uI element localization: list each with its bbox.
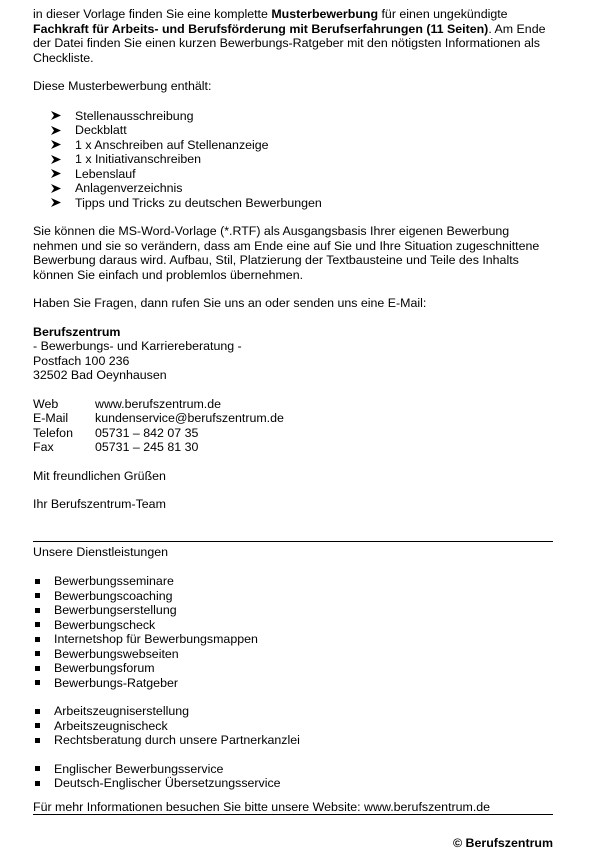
list-item: [33, 618, 553, 633]
list-item-label: Arbeitszeugniserstellung: [54, 704, 189, 718]
list-item: [51, 196, 553, 211]
template-note: Sie können die MS-Word-Vorlage (*.RTF) als Ausgangsbasis Ihrer eigenen Bewerbung nehmen und sie so verändern, dass am Ende eine auf Sie und Ihre Situation zugeschnittene Bewerbung daraus wird. Aufbau, Stil, Platzierung der Textbausteine und Teile des Inhalts können Sie einfach und problemlos übernehmen.: [33, 224, 540, 282]
website-link[interactable]: www.berufszentrum.de: [95, 396, 222, 411]
list-item-label: Deutsch-Englischer Übersetzungsservice: [54, 776, 281, 790]
list-item: [33, 589, 553, 604]
square-bullet-icon: [33, 709, 54, 714]
table-row: [33, 426, 284, 441]
intro-text-2: für einen ungekündigte: [378, 7, 508, 21]
address-block: [33, 325, 553, 383]
arrow-bullet-icon: [51, 111, 75, 120]
copyright-notice: © Berufszentrum: [452, 836, 553, 850]
address-line: Postfach 100 236: [33, 353, 130, 368]
arrow-bullet-icon: [51, 155, 75, 164]
divider: [33, 541, 553, 542]
square-bullet-icon: [33, 608, 54, 613]
intro-bold-1: Musterbewerbung: [271, 7, 379, 21]
list-item-label: Bewerbungsforum: [54, 661, 155, 675]
list-item: [33, 676, 553, 691]
list-item: [51, 152, 553, 167]
intro-text-1: in dieser Vorlage finden Sie eine komplette: [33, 7, 272, 21]
services-list: [33, 704, 553, 748]
services-list: [33, 762, 553, 791]
intro-paragraph: [33, 7, 553, 65]
square-bullet-icon: [33, 593, 54, 598]
table-row: [33, 440, 284, 455]
list-item-label: Deckblatt: [75, 123, 127, 137]
arrow-bullet-icon: [51, 140, 75, 149]
square-bullet-icon: [33, 666, 54, 671]
table-row: [33, 411, 284, 426]
signature-team: Ihr Berufszentrum-Team: [33, 497, 166, 511]
greeting: Mit freundlichen Grüßen: [33, 468, 166, 483]
list-item: [33, 704, 553, 719]
list-item-label: Tipps und Tricks zu deutschen Bewerbungen: [75, 195, 322, 210]
intro-bold-2: Fachkraft für Arbeits- und Berufsförderung mit Berufserfahrungen (11 Seiten): [33, 21, 489, 36]
square-bullet-icon: [33, 723, 54, 728]
list-item-label: 1 x Anschreiben auf Stellenanzeige: [75, 137, 269, 152]
arrow-bullet-icon: [51, 198, 75, 207]
list-item: [33, 603, 553, 618]
phone-value: 05731 – 842 07 35: [95, 425, 199, 440]
list-item: [51, 181, 553, 196]
list-item-label: Arbeitszeugnischeck: [54, 718, 168, 733]
contact-label: Web: [33, 396, 59, 411]
list-item-label: 1 x Initiativanschreiben: [75, 152, 202, 166]
list-item: [33, 647, 553, 662]
list-item: [33, 661, 553, 676]
list-item: [33, 632, 553, 647]
list-item-label: Bewerbungscoaching: [54, 588, 173, 603]
arrow-bullet-icon: [51, 169, 75, 178]
list-item: [33, 719, 553, 734]
list-item-label: Internetshop für Bewerbungsmappen: [54, 632, 258, 646]
fax-value: 05731 – 245 81 30: [95, 440, 199, 454]
list-item-label: Rechtsberatung durch unsere Partnerkanzlei: [54, 733, 300, 747]
square-bullet-icon: [33, 637, 54, 642]
table-row: [33, 397, 284, 412]
questions-line: Haben Sie Fragen, dann rufen Sie uns an oder senden uns eine E-Mail:: [33, 296, 427, 310]
contact-label: E-Mail: [33, 411, 69, 425]
contact-label: Fax: [33, 440, 54, 454]
list-item-label: Lebenslauf: [75, 166, 136, 181]
list-item: [51, 138, 553, 153]
email-link[interactable]: kundenservice@berufszentrum.de: [95, 411, 284, 425]
list-item-label: Bewerbungserstellung: [54, 603, 177, 617]
divider: [33, 814, 553, 815]
list-item: [33, 776, 553, 791]
intro-text-3: . Am Ende der Datei finden Sie einen kurzen Bewerbungs-Ratgeber mit den nötigsten Informationen als Checkliste.: [33, 21, 546, 65]
list-item-label: Bewerbungscheck: [54, 617, 156, 632]
document-page: [33, 7, 553, 815]
list-item: [33, 733, 553, 748]
square-bullet-icon: [33, 738, 54, 743]
address-line: - Bewerbungs- und Karriereberatung -: [33, 339, 242, 353]
list-item-label: Anlagenverzeichnis: [75, 181, 183, 195]
list-item-label: Bewerbungs-Ratgeber: [54, 675, 178, 690]
services-list: [33, 574, 553, 690]
contact-label: Telefon: [33, 425, 73, 440]
square-bullet-icon: [33, 622, 54, 627]
contents-title: Diese Musterbewerbung enthält:: [33, 79, 212, 93]
square-bullet-icon: [33, 579, 54, 584]
website-info-line: Für mehr Informationen besuchen Sie bitte unsere Website: www.berufszentrum.de: [33, 799, 491, 814]
list-item: [33, 574, 553, 589]
services-title: Unsere Dienstleistungen: [33, 544, 168, 559]
list-item: [51, 123, 553, 138]
square-bullet-icon: [33, 651, 54, 656]
list-item-label: Bewerbungsseminare: [54, 574, 174, 588]
list-item-label: Stellenausschreibung: [75, 108, 194, 123]
list-item: [51, 109, 553, 124]
square-bullet-icon: [33, 680, 54, 685]
list-item-label: Bewerbungswebseiten: [54, 646, 179, 661]
contact-table: [33, 397, 284, 455]
arrow-bullet-icon: [51, 126, 75, 135]
square-bullet-icon: [33, 781, 54, 786]
arrow-bullet-icon: [51, 184, 75, 193]
square-bullet-icon: [33, 766, 54, 771]
list-item: [33, 762, 553, 777]
address-line: 32502 Bad Oeynhausen: [33, 368, 167, 382]
list-item: [51, 167, 553, 182]
list-item-label: Englischer Bewerbungsservice: [54, 761, 224, 776]
contents-list: [51, 109, 553, 211]
company-name: Berufszentrum: [33, 324, 121, 339]
